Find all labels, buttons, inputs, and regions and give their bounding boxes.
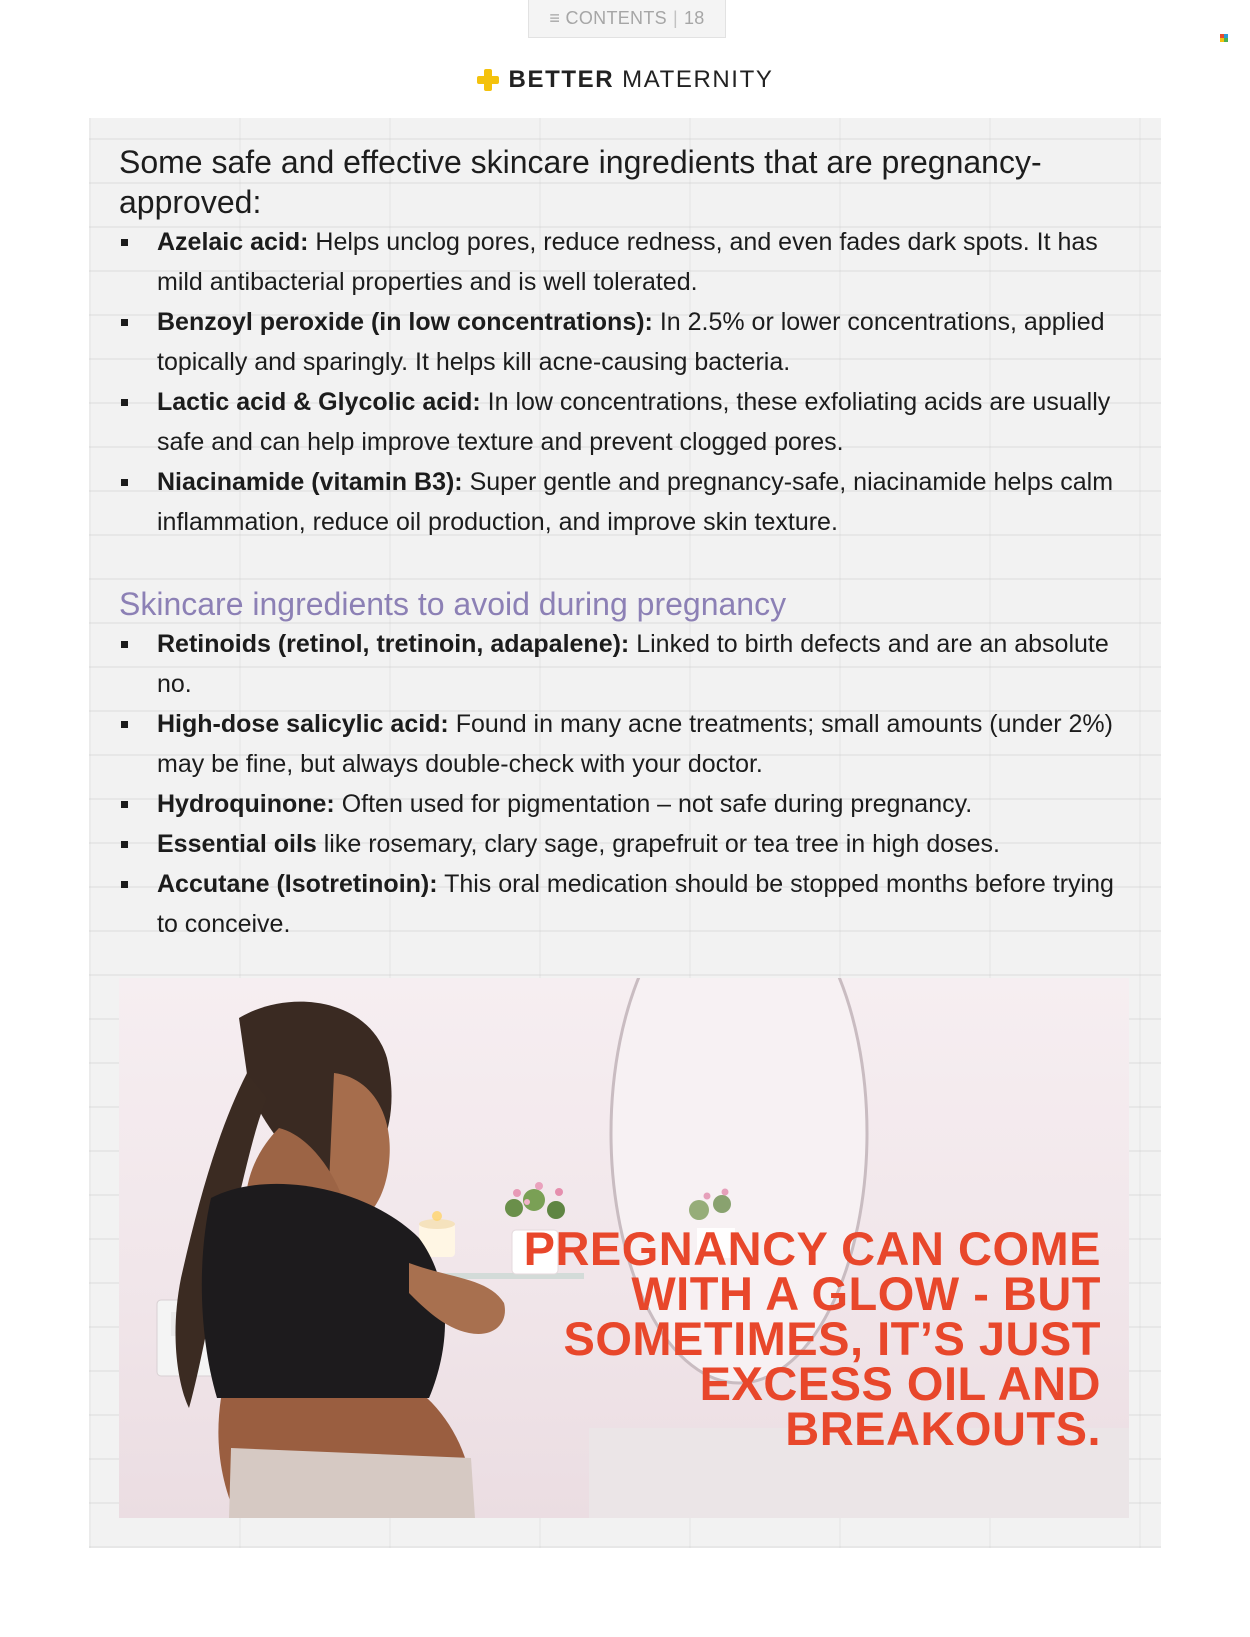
- pregnant-woman-photo: [119, 978, 1129, 1518]
- list-item: [119, 704, 1129, 784]
- pants: [229, 1448, 475, 1518]
- item-term: Lactic acid & Glycolic acid:: [157, 388, 481, 416]
- item-text: Linked to birth defects and are an absolute no.: [157, 630, 1109, 698]
- list-item: [119, 382, 1129, 462]
- item-text: Helps unclog pores, reduce redness, and even fades dark spots. It has mild antibacterial properties and is well tolerated.: [157, 228, 1098, 296]
- content-panel: [89, 118, 1161, 1548]
- nav-separator: |: [672, 8, 678, 28]
- list-item: [119, 222, 1129, 302]
- list-item: [119, 864, 1129, 944]
- list-item: [119, 302, 1129, 382]
- avoid-ingredients-list: [119, 624, 1129, 944]
- page-number: 18: [683, 8, 705, 28]
- list-item: [119, 624, 1129, 704]
- brand-bold: BETTER: [508, 66, 615, 93]
- safe-section-title: Some safe and effective skincare ingredients that are pregnancy-approved:: [119, 144, 1042, 220]
- item-text: Found in many acne treatments; small amounts (under 2%) may be fine, but always double-check with your doctor.: [157, 710, 1113, 778]
- item-term: Accutane (Isotretinoin):: [157, 870, 438, 898]
- list-item: [119, 824, 1129, 864]
- avoid-section-title: Skincare ingredients to avoid during pregnancy: [119, 586, 787, 622]
- list-item: [119, 784, 1129, 824]
- safe-ingredients-list: [119, 222, 1129, 542]
- item-term: Essential oils: [157, 830, 317, 858]
- safe-ingredients-section: [119, 142, 1129, 542]
- list-item: [119, 462, 1129, 542]
- corner-color-mark: [1220, 34, 1228, 42]
- item-text: In low concentrations, these exfoliating acids are usually safe and can help improve texture and prevent clogged pores.: [157, 388, 1111, 456]
- item-term: Retinoids (retinol, tretinoin, adapalene):: [157, 630, 630, 658]
- item-text: In 2.5% or lower concentrations, applied topically and sparingly. It helps kill acne-causing bacteria.: [157, 308, 1105, 376]
- contents-label: CONTENTS: [565, 8, 667, 28]
- item-text: Often used for pigmentation – not safe during pregnancy.: [334, 790, 973, 818]
- woman-figure: [176, 1002, 505, 1518]
- item-term: Hydroquinone:: [157, 790, 335, 818]
- item-term: Benzoyl peroxide (in low concentrations):: [157, 308, 653, 336]
- item-text: Super gentle and pregnancy-safe, niacinamide helps calm inflammation, reduce oil production, and improve skin texture.: [157, 468, 1114, 536]
- black-top: [202, 1184, 445, 1398]
- brand-header: [0, 62, 1250, 98]
- item-text: This oral medication should be stopped months before trying to conceive.: [157, 870, 1114, 938]
- item-text: like rosemary, clary sage, grapefruit or tea tree in high doses.: [316, 830, 1000, 858]
- item-term: Niacinamide (vitamin B3):: [157, 468, 463, 496]
- hamburger-icon: ≡: [549, 8, 561, 28]
- item-term: High-dose salicylic acid:: [157, 710, 449, 738]
- contents-tab[interactable]: [528, 0, 726, 38]
- avoid-ingredients-section: [119, 584, 1129, 944]
- item-term: Azelaic acid:: [157, 228, 309, 256]
- photo-headline: PREGNANCY CAN COME WITH A GLOW - BUT SOMETIMES, IT’S JUST EXCESS OIL AND BREAKOUTS.: [523, 1222, 1101, 1455]
- brand-regular: MATERNITY: [622, 66, 774, 93]
- plus-cross-icon: [477, 69, 499, 91]
